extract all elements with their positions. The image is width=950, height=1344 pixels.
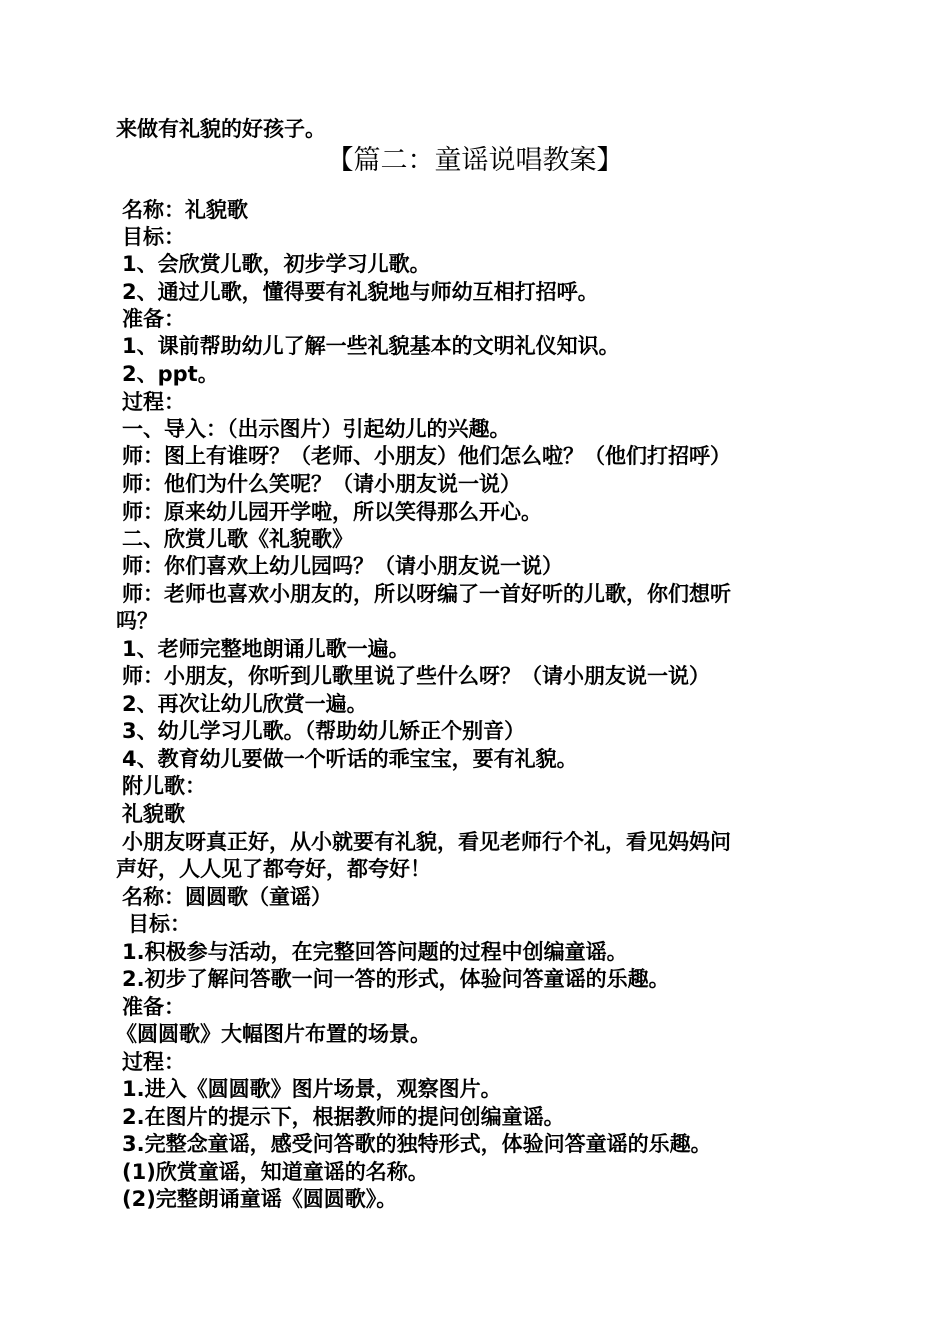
text-line: 过程： [122, 1050, 185, 1074]
text-line: (2)完整朗诵童谣《圆圆歌》。 [122, 1187, 398, 1211]
text-line: 吗？ [116, 609, 158, 633]
text-line: 名称：礼貌歌 [122, 198, 248, 222]
text-line: 一、导入：（出示图片）引起幼儿的兴趣。 [122, 417, 511, 441]
text-line: 2、通过儿歌，懂得要有礼貌地与师幼互相打招呼。 [122, 280, 599, 304]
text-line: 师：老师也喜欢小朋友的，所以呀编了一首好听的儿歌，你们想听 [122, 582, 731, 606]
text-line: 1、会欣赏儿歌，初步学习儿歌。 [122, 252, 431, 276]
text-line: 名称：圆圆歌（童谣） [122, 885, 332, 909]
text-line: (1)欣赏童谣，知道童谣的名称。 [122, 1160, 429, 1184]
text-line: 1.进入《圆圆歌》图片场景，观察图片。 [122, 1077, 502, 1101]
text-line: 师：小朋友，你听到儿歌里说了些什么呀？（请小朋友说一说） [122, 664, 710, 688]
text-line: 3、幼儿学习儿歌。（帮助幼儿矫正个别音） [122, 719, 526, 743]
text-line: 1、老师完整地朗诵儿歌一遍。 [122, 637, 410, 661]
text-line: 二、欣赏儿歌《礼貌歌》 [122, 527, 353, 551]
text-line: 过程： [122, 390, 185, 414]
text-line: 准备： [122, 307, 185, 331]
section-title: 【篇二：童谣说唱教案】 [326, 145, 624, 176]
text-line: 1、课前帮助幼儿了解一些礼貌基本的文明礼仪知识。 [122, 334, 620, 358]
text-line: 2.在图片的提示下，根据教师的提问创编童谣。 [122, 1105, 565, 1129]
text-line: 1.积极参与活动，在完整回答问题的过程中创编童谣。 [122, 940, 628, 964]
text-line: 师：他们为什么笑呢？（请小朋友说一说） [122, 472, 521, 496]
text-line: 师：图上有谁呀？（老师、小朋友）他们怎么啦？（他们打招呼） [122, 444, 731, 468]
text-line: 2.初步了解问答歌一问一答的形式，体验问答童谣的乐趣。 [122, 967, 670, 991]
text-line: 2、ppt。 [122, 362, 219, 386]
text-line: 小朋友呀真正好，从小就要有礼貌，看见老师行个礼，看见妈妈问 [122, 830, 731, 854]
text-line: 礼貌歌 [122, 802, 185, 826]
text-line: 《圆圆歌》大幅图片布置的场景。 [116, 1022, 431, 1046]
text-line: 4、教育幼儿要做一个听话的乖宝宝，要有礼貌。 [122, 747, 578, 771]
text-line: 2、再次让幼儿欣赏一遍。 [122, 692, 368, 716]
text-line: 目标： [122, 225, 185, 249]
text-line: 师：原来幼儿园开学啦，所以笑得那么开心。 [122, 500, 542, 524]
text-line-continuation: 来做有礼貌的好孩子。 [116, 117, 326, 141]
text-line: 准备： [122, 995, 185, 1019]
text-line: 声好，人人见了都夸好，都夸好！ [116, 857, 431, 881]
text-line: 附儿歌： [122, 774, 206, 798]
text-line: 师：你们喜欢上幼儿园吗？（请小朋友说一说） [122, 554, 563, 578]
text-line: 3.完整念童谣，感受问答歌的独特形式，体验问答童谣的乐趣。 [122, 1132, 712, 1156]
text-line: 目标： [128, 912, 191, 936]
